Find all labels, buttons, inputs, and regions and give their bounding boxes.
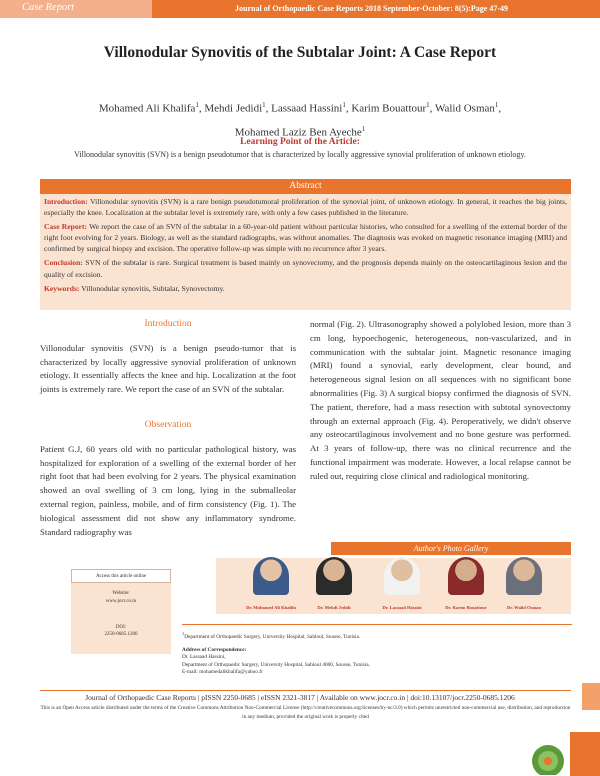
journal-citation-header: Journal of Orthopaedic Case Reports 2018 September-October: 8(5):Page 47-49 bbox=[235, 4, 508, 13]
affiliation-block bbox=[182, 630, 572, 676]
introduction-heading: Introduction bbox=[144, 319, 192, 329]
author-photo-3 bbox=[384, 557, 420, 595]
abstract-introduction bbox=[44, 196, 567, 218]
footer-citation: Journal of Orthopaedic Case Reports | pISSN 2250-0685 | eISSN 2321-3817 | Available on www.jocr.co.in | doi:10.13107/jocr.2250-0685.1206 bbox=[85, 693, 515, 702]
correspondence-name: Dr. Lassaad Hassini, bbox=[182, 654, 226, 661]
access-doi-label: DOI: bbox=[115, 625, 127, 630]
author-affiliation-sup: 1 bbox=[342, 101, 346, 109]
gallery-heading: Author's Photo Gallery bbox=[331, 542, 571, 555]
side-tab-decoration bbox=[582, 683, 600, 710]
access-website-label: Website: bbox=[112, 591, 130, 596]
abstract-introduction-label: Introduction: bbox=[44, 197, 88, 206]
author-name: Mehdi Jedidi bbox=[204, 102, 263, 115]
access-box-title: Access this article online bbox=[71, 569, 171, 583]
affiliation-divider bbox=[182, 624, 572, 625]
abstract-keywords bbox=[44, 283, 567, 294]
author-name: Karim Bouattour bbox=[351, 102, 427, 115]
author-caption-4: Dr. Karim Bouattour bbox=[445, 605, 487, 610]
right-column bbox=[310, 318, 571, 484]
learning-point-text: Villonodular synovitis (SVN) is a benign pseudotumor that is characterized by locally aggressive synovial proliferation of unknown etiology. bbox=[74, 150, 526, 159]
author-caption-5: Dr. Walid Osman bbox=[506, 605, 542, 610]
abstract-conclusion-text: SVN of the subtalar is rare. Surgical treatment is based mainly on synovectomy, and the prognosis depends mainly on the osteocartilaginous lesion and the quality of excision. bbox=[44, 258, 567, 279]
correspondence-label: Address of Correspondence: bbox=[182, 647, 247, 654]
access-website-link[interactable]: www.jocr.co.in bbox=[105, 599, 137, 604]
author-caption-2: Dr. Mehdi Jedidi bbox=[317, 605, 351, 610]
author-name: Mohamed Ali Khalifa bbox=[98, 102, 196, 115]
abstract-case bbox=[44, 221, 567, 254]
introduction-text: Villonodular synovitis (SVN) is a benign pseudo-tumor that is characterized by locally aggressive synovial proliferation of unknown etiology. It essentially affects the knee and hip. Localization at the foot joints is extremely rare. We report the case of an SVN of the subtalar. bbox=[40, 342, 296, 395]
abstract-keywords-text: Villonodular synovitis, Subtalar, Synovectomy. bbox=[81, 283, 225, 293]
right-column-text: normal (Fig. 2). Ultrasonography showed a polylobed lesion, more than 3 cm long, hypoechogenic, heterogeneous, non-vascularized, and in communication with the subtalar joint. Magnetic resonance imaging (MRI) found a synovial, early development, clear bound, and heterogeneous signal lesion on all sequences with no significant bone abnormalities (Fig. 3) A surgical biopsy confirmed the diagnosis of SVN. The patient, therefore, had a mass resection with subtotal synovectomy through an external approach (Fig. 4). Peroperatively, we didn't observe any osteocartilaginous involvement and no bone gesture was performed. At 3 years of follow-up, there was no clinical recurrence and the functional impairment was moderate. However, a local relapse cannot be ruled out, requiring close clinical and radiological monitoring. bbox=[310, 319, 571, 481]
author-name: Lassaad Hassini bbox=[271, 102, 343, 115]
author-photo-4 bbox=[448, 557, 484, 595]
author-affiliation-sup: 1 bbox=[494, 101, 499, 109]
author-photo-1 bbox=[253, 557, 289, 595]
author-name: Mohamed Laziz Ben Ayeche bbox=[234, 126, 362, 139]
correspondence-address: Department of Orthopaedic Surgery, University Hospital, Sahloul 4000, Sousse, Tunisia. bbox=[182, 661, 370, 668]
section-label: Case Report bbox=[22, 2, 75, 13]
footer-divider bbox=[40, 690, 571, 691]
corner-decoration bbox=[570, 732, 600, 776]
author-affiliation-sup: 1 bbox=[262, 101, 266, 109]
author-affiliation-sup: 1 bbox=[195, 101, 199, 109]
left-column bbox=[40, 318, 296, 539]
author-caption-1: Dr. Mohamed Ali Khalifa bbox=[246, 605, 296, 610]
author-affiliation-sup: 1 bbox=[361, 124, 366, 133]
access-doi-value: 2250-0685.1206 bbox=[104, 632, 138, 637]
abstract-conclusion-label: Conclusion: bbox=[44, 258, 83, 268]
journal-logo-icon bbox=[526, 735, 570, 775]
learning-point-title: Learning Point of the Article: bbox=[240, 137, 360, 147]
author-photo-5 bbox=[506, 557, 542, 595]
author-name: Walid Osman bbox=[434, 102, 495, 115]
abstract-conclusion bbox=[44, 257, 567, 279]
abstract-introduction-text: Villonodular synovitis (SVN) is a rare benign pseudotumoral proliferation of the synovial joint, of unknown etiology. In general, it reaches the big joints, especially the knee. Localization at the subtalar level is extremely rare, with only a few cases published in the literature. bbox=[44, 197, 567, 218]
abstract-heading: Abstract bbox=[40, 179, 571, 194]
author-affiliation-sup: 1 bbox=[426, 101, 430, 109]
article-title: Villonodular Synovitis of the Subtalar Joint: A Case Report bbox=[103, 44, 497, 61]
abstract-body bbox=[44, 196, 567, 297]
observation-heading: Observation bbox=[144, 419, 192, 430]
footer-license: This is an Open Access article distributed under the terms of the Creative Commons Attribution Non-Commercial License (http://creativecommons.org/licenses/by-nc/3.0) which permits unrestricted non-commercial use, distribution, and reproduction in any medium, provided the original work is properly cited bbox=[40, 705, 571, 720]
author-caption-3: Dr. Lassaad Hassini bbox=[382, 605, 422, 610]
author-photo-2 bbox=[316, 557, 352, 595]
author-list bbox=[30, 95, 570, 142]
abstract-keywords-label: Keywords: bbox=[44, 283, 80, 293]
affiliation-sup: 1 bbox=[182, 631, 185, 636]
observation-text: Patient G.J, 60 years old with no particular pathological history, was hospitalized for exploration of a swelling of the external border of her right foot that had been evolving for 2 years. The physical examination showed an oval swelling of 3 cm long, lying in the submalleolar external region, painless, mobile, and of firm consistency (Fig. 1). The biological assessment did not show any inflammatory syndrome. Standard radiography was bbox=[40, 443, 296, 537]
abstract-case-label: Case Report: bbox=[44, 222, 88, 232]
abstract-case-text: We report the case of an SVN of the subtalar in a 60-year-old patient without particular histories, who consulted for a swelling of the external border of the right foot evolving for 2 years. Biology, as well as the standard radiographs, was without anomalies. The diagnosis was evoked on magnetic resonance imaging (MRI) and confirmed by surgical biopsy and excision. The operative follow-up was simple with no recurrence after 3 years. bbox=[44, 222, 567, 254]
affiliation-line: $^1$Department of Orthopaedic Surgery, University Hospital, Sahloul, Sousse, Tunisia. bbox=[182, 631, 361, 640]
correspondence-email[interactable]: E-mail: mohamedalikhalifa@yahoo.fr bbox=[182, 668, 263, 675]
author-line-1: Mohamed Ali Khalifa$^1$, Mehdi Jedidi$^1$, Lassaad Hassini$^1$, Karim Bouattour$^1$, Walid Osman$^1$, bbox=[98, 101, 502, 115]
